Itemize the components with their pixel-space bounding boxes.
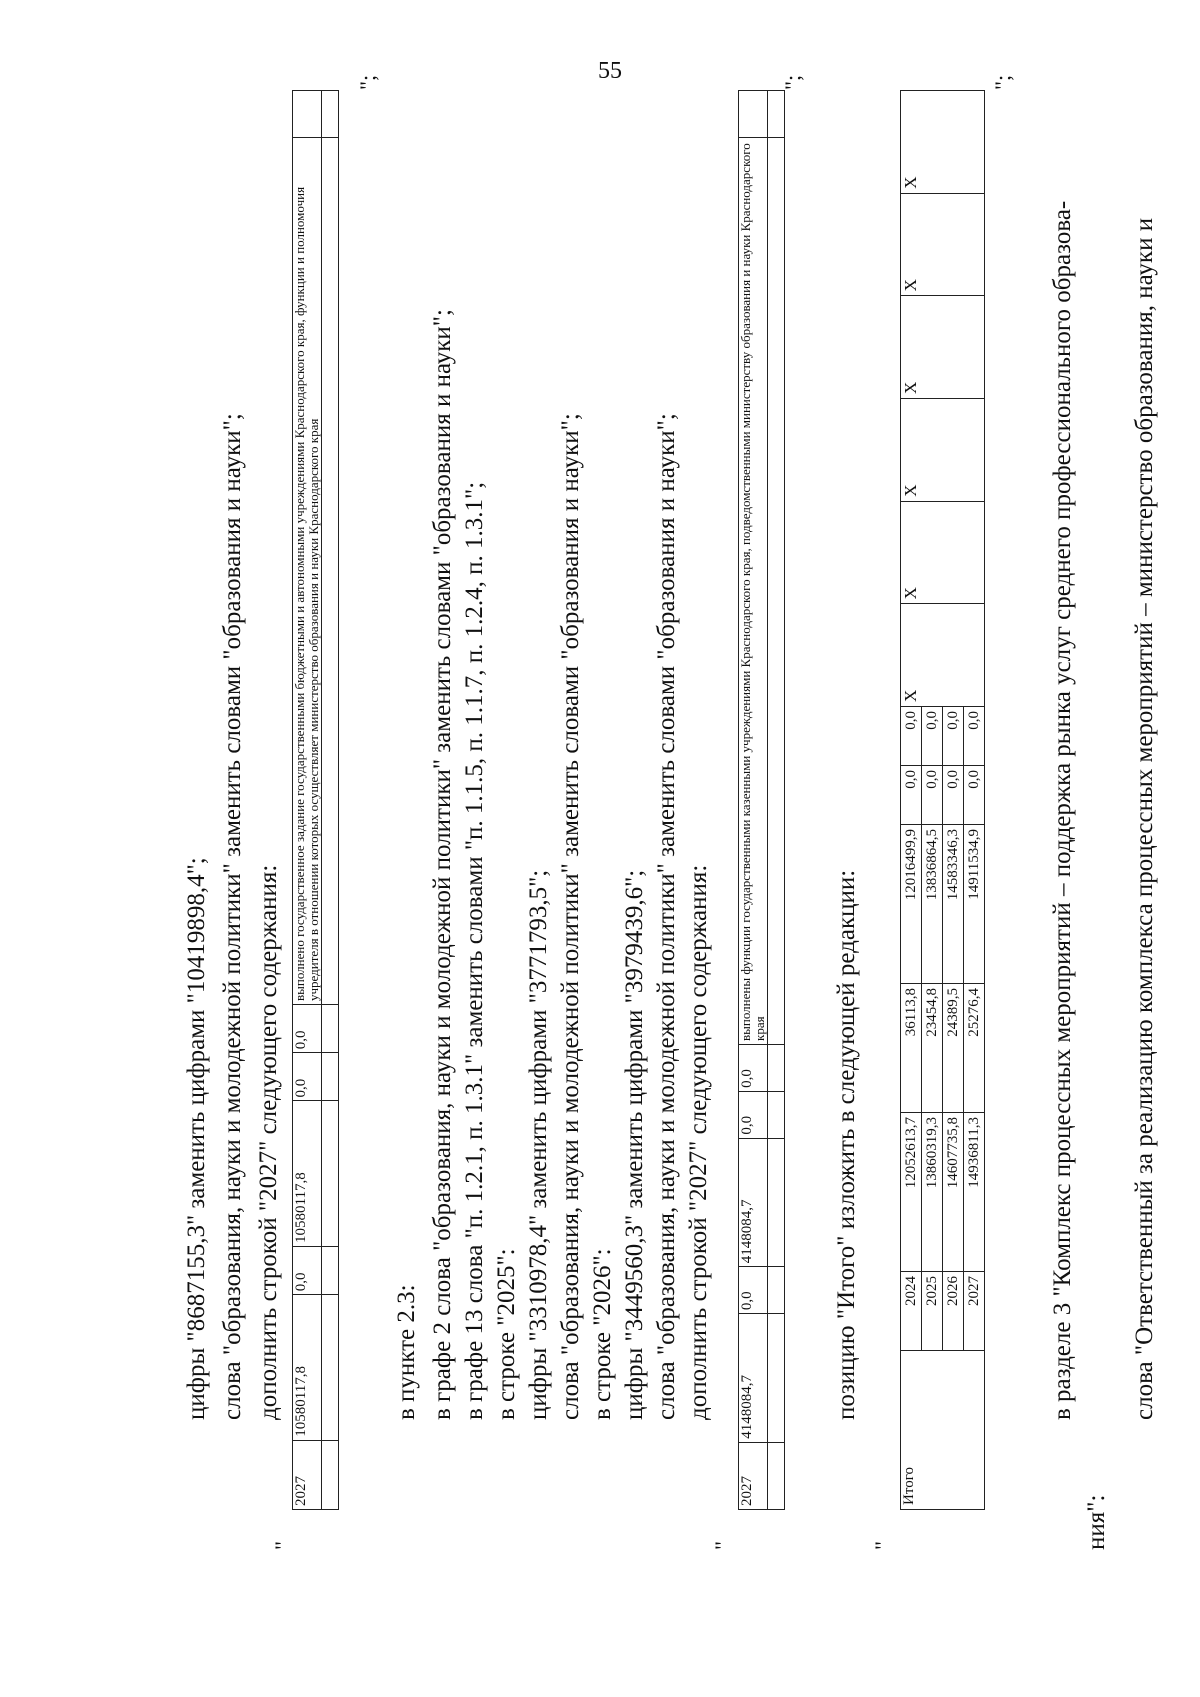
cell-empty [768, 1442, 785, 1509]
text-line: слова "образования, науки и молодежной политики" заменить словами "образования и науки"; [219, 413, 246, 1420]
cell-c4: 0,0 [293, 1005, 322, 1053]
cell-c: 0,0 [943, 766, 964, 825]
cell-total: 14936811,3 [964, 1113, 985, 1272]
cell-x: X [901, 399, 985, 502]
cell-empty [768, 1138, 785, 1267]
cell-d: 0,0 [943, 707, 964, 766]
cell-c3: 0,0 [739, 1091, 768, 1138]
text-line: цифры "3449560,3" заменить цифрами "3979439,6"; [621, 869, 648, 1420]
page-number: 55 [598, 58, 622, 84]
row-2027-table-a [292, 90, 339, 1510]
text-line: цифры "8687155,3" заменить цифрами "10419898,4"; [183, 857, 210, 1420]
cell-year: 2026 [943, 1272, 964, 1351]
cell-empty [768, 1314, 785, 1443]
text-line: в строке "2026": [589, 1248, 616, 1420]
text-line: цифры "3310978,4" заменить цифрами "3771793,5"; [525, 869, 552, 1420]
cell-b: 14583346,3 [943, 825, 964, 984]
cell-empty [768, 1267, 785, 1314]
cell-c: 0,0 [901, 766, 922, 825]
cell-d: 0,0 [901, 707, 922, 766]
cell-empty [322, 1246, 339, 1294]
rotated-content [170, 70, 1180, 1630]
cell-desc: выполнено государственное задание государственными бюджетными и автономными учреждениями Краснодарского края, функции и полномочия учредителя в отношении которых осуществляет министерство образования и науки Краснодарского края [293, 138, 322, 1005]
cell-empty [322, 1101, 339, 1247]
cell-year: 2025 [922, 1272, 943, 1351]
quote-close: "; [780, 74, 805, 90]
cell-empty [322, 1295, 339, 1441]
cell-a: 24389,5 [943, 984, 964, 1113]
cell-b: 14911534,9 [964, 825, 985, 984]
cell-x: X [901, 91, 985, 194]
cell-c2: 4148084,7 [739, 1138, 768, 1267]
cell-c: 0,0 [964, 766, 985, 825]
cell-c3: 0,0 [293, 1053, 322, 1101]
cell-total: 13860319,3 [922, 1113, 943, 1272]
text-line: в графе 13 слова "п. 1.2.1, п. 1.3.1" заменить словами "п. 1.1.5, п. 1.1.7, п. 1.2.4, п. 1.3.1"; [461, 481, 488, 1420]
row-2027-table-b [738, 90, 785, 1510]
cell-year: 2027 [739, 1442, 768, 1509]
cell-empty [768, 138, 785, 1045]
cell-empty [739, 91, 768, 138]
text-line: слова "образования, науки и молодежной политики" заменить словами "образования и науки"; [557, 413, 584, 1420]
cell-x: X [901, 296, 985, 399]
text-line: позицию "Итого" изложить в следующей редакции: [833, 869, 860, 1420]
cell-a: 23454,8 [922, 984, 943, 1113]
text-line: слова "Ответственный за реализацию комплекса процессных мероприятий – министерство образования, науки и [1131, 217, 1158, 1420]
cell-x: X [901, 193, 985, 296]
cell-b: 12016499,9 [901, 825, 922, 984]
cell-empty [768, 1045, 785, 1092]
cell-total: 4148084,7 [739, 1314, 768, 1443]
cell-c2: 10580117,8 [293, 1101, 322, 1247]
cell-c: 0,0 [922, 766, 943, 825]
cell-b: 13836864,5 [922, 825, 943, 984]
quote-open: " [870, 1541, 895, 1550]
itogo-label: Итого [901, 1351, 985, 1510]
text-line: в строке "2025": [493, 1248, 520, 1420]
cell-empty [322, 138, 339, 1005]
text-line: в графе 2 слова "образования, науки и молодежной политики" заменить словами "образования и науки"; [429, 309, 456, 1420]
cell-a: 36113,8 [901, 984, 922, 1113]
text-line: ния": [1083, 1494, 1110, 1550]
quote-open: " [270, 1541, 295, 1550]
cell-empty [768, 1091, 785, 1138]
cell-a: 25276,4 [964, 984, 985, 1113]
cell-empty [322, 1053, 339, 1101]
cell-x: X [901, 604, 985, 707]
quote-close: "; [355, 74, 380, 90]
cell-d: 0,0 [922, 707, 943, 766]
cell-year: 2027 [293, 1440, 322, 1509]
cell-total: 12052613,7 [901, 1113, 922, 1272]
cell-c1: 0,0 [293, 1246, 322, 1294]
cell-d: 0,0 [964, 707, 985, 766]
cell-x: X [901, 501, 985, 604]
cell-c4: 0,0 [739, 1045, 768, 1092]
text-line: слова "образования, науки и молодежной политики" заменить словами "образования и науки"; [653, 413, 680, 1420]
cell-empty [322, 1440, 339, 1509]
cell-empty [322, 91, 339, 138]
cell-empty [293, 91, 322, 138]
cell-empty [322, 1005, 339, 1053]
text-line: в пункте 2.3: [393, 1284, 420, 1420]
text-line: дополнить строкой "2027" следующего содержания: [685, 864, 712, 1420]
text-line: в разделе 3 "Комплекс процессных мероприятий – поддержка рынка услуг среднего профессионального образова- [1049, 200, 1076, 1420]
cell-total: 14607735,8 [943, 1113, 964, 1272]
quote-open: " [710, 1541, 735, 1550]
itogo-table [900, 90, 985, 1510]
cell-c1: 0,0 [739, 1267, 768, 1314]
cell-desc: выполнены функции государственными казенными учреждениями Краснодарского края, подведомственными министерству образования и науки Краснодарского края [739, 138, 768, 1045]
text-line: дополнить строкой "2027" следующего содержания: [255, 864, 282, 1420]
cell-total: 10580117,8 [293, 1295, 322, 1441]
cell-empty [768, 91, 785, 138]
cell-year: 2027 [964, 1272, 985, 1351]
cell-year: 2024 [901, 1272, 922, 1351]
quote-close: "; [990, 74, 1015, 90]
